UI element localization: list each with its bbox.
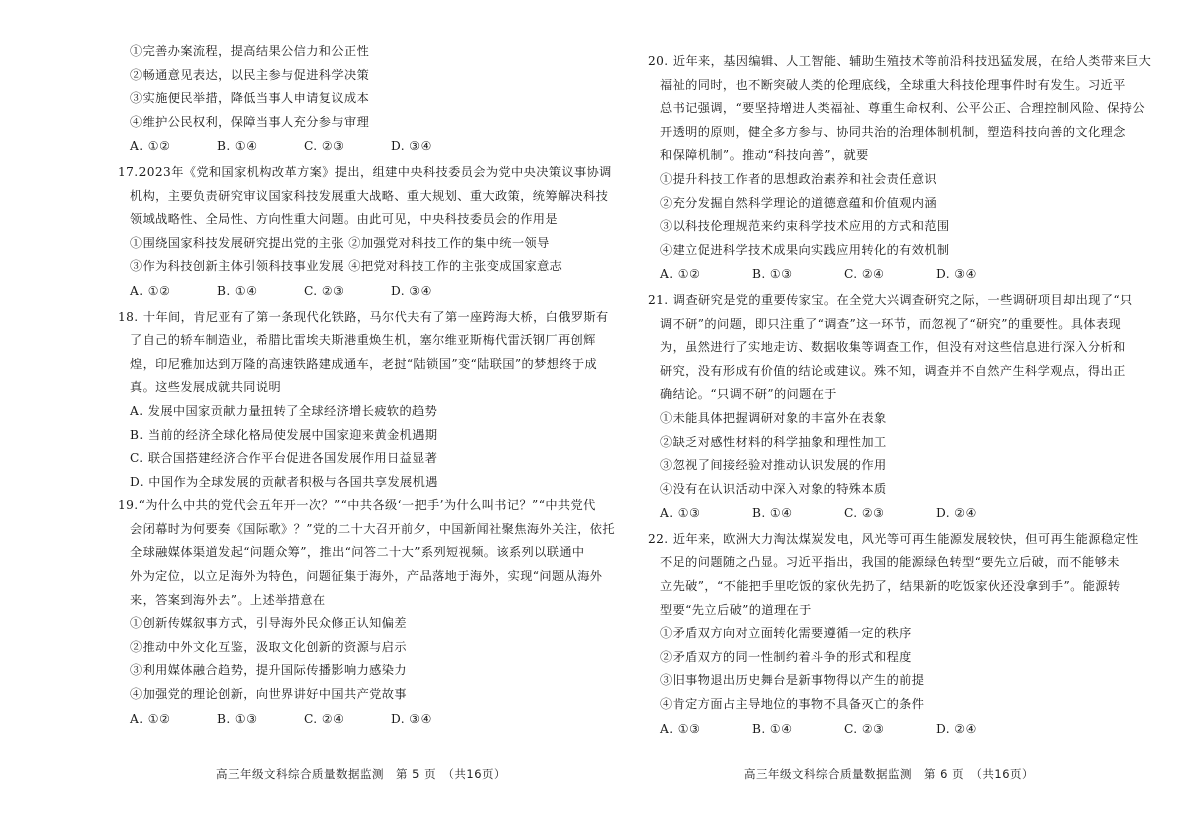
q21-option-1: ①未能具体把握调研对象的丰富外在表象 <box>660 410 887 425</box>
q20-option-3: ③以科技伦理规范来约束科学技术应用的方式和范围 <box>660 219 950 234</box>
q16-choice-a: A. ①② <box>130 139 171 154</box>
q19-option-4: ④加强党的理论创新，向世界讲好中国共产党故事 <box>130 687 407 702</box>
q20-option <box>648 239 1126 263</box>
q18-stem-line: 煌，印尼雅加达到万隆的高速铁路建成通车，老挝“陆锁国”变“陆联国”的梦想终于成 <box>130 356 598 371</box>
q17-option-1-2: ①围绕国家科技发展研究提出党的主张 ②加强党对科技工作的集中统一领导 <box>130 235 550 250</box>
q17-choice-c: C. ②③ <box>304 283 345 298</box>
q20-choices <box>648 263 1126 287</box>
q20-stem-line: 20. 近年来，基因编辑、人工智能、辅助生殖技术等前沿科技迅猛发展，在给人类带来巨大 <box>648 54 1152 68</box>
q16-option-3: ③实施便民举措，降低当事人申请复议成本 <box>130 91 370 106</box>
q21-option-2: ②缺乏对感性材料的科学抽象和理性加工 <box>660 434 887 449</box>
q18-option-a: A. 发展中国家贡献力量扭转了全球经济增长疲软的趋势 <box>130 403 438 418</box>
q22-choice-b: B. ①④ <box>752 721 793 736</box>
q20-option-2: ②充分发掘自然科学理论的道德意蕴和价值观内涵 <box>660 195 937 210</box>
q16-choice-d: D. ③④ <box>391 139 432 154</box>
q18-option-b: B. 当前的经济全球化格局使发展中国家迎来黄金机遇期 <box>130 427 438 442</box>
q21-choice-a: A. ①③ <box>660 506 701 521</box>
q17-choice-a: A. ①② <box>130 283 171 298</box>
q17-choice-b: B. ①④ <box>217 283 258 298</box>
q22-option <box>648 646 1126 670</box>
q21-option <box>648 431 1126 455</box>
q21-option <box>648 407 1126 431</box>
q22-option-2: ②矛盾双方的同一性制约着斗争的形式和程度 <box>660 649 912 664</box>
q20-choice-a: A. ①② <box>660 267 701 282</box>
q16-option-4: ④维护公民权利，保障当事人充分参与审理 <box>130 114 370 129</box>
q22-stem-line: 型要“先立后破”的道理在于 <box>660 602 812 617</box>
q17-stem-line: 机构，主要负责研究审议国家科技发展重大战略、重大规划、重大政策，统筹解决科技 <box>130 188 609 203</box>
q22-stem-line: 立先破”，“不能把手里吃饭的家伙先扔了，结果新的吃饭家伙还没拿到手”。能源转 <box>660 579 1121 594</box>
q20-stem-line: 总书记强调，“要坚持增进人类福祉、尊重生命权利、公平公正、合理控制风险、保持公 <box>660 101 1145 116</box>
q16-option-2: ②畅通意见表达，以民主参与促进科学决策 <box>130 67 370 82</box>
q19-choice-a: A. ①② <box>130 711 171 726</box>
q22-choices <box>648 718 1126 742</box>
q22-option <box>648 669 1126 693</box>
q16-choice-c: C. ②③ <box>304 139 345 154</box>
q22-stem-line: 22. 近年来，欧洲大力淘汰煤炭发电，风光等可再生能源发展较快，但可再生能源稳定性 <box>648 531 1139 546</box>
q19-stem-line: 来，答案到海外去”。上述举措意在 <box>130 592 326 607</box>
q20-option-4: ④建立促进科学技术成果向实践应用转化的有效机制 <box>660 242 950 257</box>
q22-option-1: ①矛盾双方向对立面转化需要遵循一定的秩序 <box>660 626 912 641</box>
q19-stem-line: 19.“为什么中共的党代会五年开一次？”“中共各级‘一把手’为什么叫书记？”“中共党代 <box>118 498 596 513</box>
q21-choices <box>648 502 1126 526</box>
q16-option-1: ①完善办案流程，提高结果公信力和公正性 <box>130 44 370 58</box>
q22-choice-a: A. ①③ <box>660 721 701 736</box>
q18-option-c: C. 联合国搭建经济合作平台促进各国发展作用日益显著 <box>130 451 438 466</box>
q19-stem-line: 外为定位，以立足海外为特色，问题征集于海外，产品落地于海外，实现“问题从海外 <box>130 569 603 584</box>
q20-stem-line: 开透明的原则，健全多方参与、协同共治的治理体制机制，塑造科技向善的文化理念 <box>660 124 1126 139</box>
q19-choice-d: D. ③④ <box>391 711 432 726</box>
q22-option-3: ③旧事物退出历史舞台是新事物得以产生的前提 <box>660 673 925 688</box>
q20-option <box>648 192 1126 216</box>
q19-stem-line: 会闭幕时为何要奏《国际歌》？”党的二十大召开前夕，中国新闻社聚焦海外关注，依托 <box>130 521 615 536</box>
q21-option <box>648 478 1126 502</box>
q17-choice-d: D. ③④ <box>391 283 432 298</box>
q20-stem-line: 和保障机制”。推动“科技向善”，就要 <box>660 148 869 163</box>
q21-option <box>648 454 1126 478</box>
question-21 <box>648 289 1133 526</box>
q22-option <box>648 693 1126 717</box>
q22-option <box>648 622 1126 646</box>
q21-stem-line: 确结论。“只调不研”的问题在于 <box>660 387 837 402</box>
q19-option-3: ③利用媒体融合趋势，提升国际传播影响力感染力 <box>130 663 407 678</box>
q20-option <box>648 168 1126 192</box>
question-20 <box>648 50 1152 287</box>
q21-choice-b: B. ①④ <box>752 506 793 521</box>
q18-stem-line: 18. 十年间，肯尼亚有了第一条现代化铁路，马尔代夫有了第一座跨海大桥，白俄罗斯有 <box>118 309 609 324</box>
q19-choice-b: B. ①③ <box>217 711 258 726</box>
q20-option <box>648 215 1126 239</box>
q19-option-2: ②推动中外文化互鉴，汲取文化创新的资源与启示 <box>130 639 407 654</box>
q21-option-4: ④没有在认识活动中深入对象的特殊本质 <box>660 481 887 496</box>
q18-option-d: D. 中国作为全球发展的贡献者积极与各国共享发展机遇 <box>130 474 438 489</box>
q21-stem-line: 21. 调查研究是党的重要传家宝。在全党大兴调查研究之际，一些调研项目却出现了“只 <box>648 292 1133 307</box>
q21-stem-line: 研究，没有形成有价值的结论或建议。殊不知，调查并不自然产生科学观点，得出正 <box>660 363 1126 378</box>
question-22 <box>648 528 1139 741</box>
q19-choice-c: C. ②④ <box>304 711 345 726</box>
q20-choice-c: C. ②④ <box>844 267 885 282</box>
q22-choice-c: C. ②③ <box>844 721 885 736</box>
q21-stem-line: 为，虽然进行了实地走访、数据收集等调查工作，但没有对这些信息进行深入分析和 <box>660 340 1126 355</box>
q18-stem-line: 真。这些发展成就共同说明 <box>130 380 282 395</box>
q22-choice-d: D. ②④ <box>936 721 977 736</box>
q20-choice-d: D. ③④ <box>936 267 977 282</box>
q21-option-3: ③忽视了间接经验对推动认识发展的作用 <box>660 458 887 473</box>
q17-stem-line: 领域战略性、全局性、方向性重大问题。由此可见，中央科技委员会的作用是 <box>130 212 558 227</box>
q21-choice-c: C. ②③ <box>844 506 885 521</box>
q19-stem-line: 全球融媒体渠道发起“问题众筹”，推出“问答二十大”系列短视频。该系列以联通中 <box>130 545 585 560</box>
q18-stem-line: 了自己的轿车制造业，希腊比雷埃夫斯港重焕生机，塞尔维亚斯梅代雷沃钢厂再创辉 <box>130 333 596 348</box>
right-column <box>648 50 1152 743</box>
q17-stem-line: 17.2023年《党和国家机构改革方案》提出，组建中央科技委员会为党中央决策议事协调 <box>118 164 612 179</box>
q22-option-4: ④肯定方面占主导地位的事物不具备灭亡的条件 <box>660 697 925 712</box>
page-footer-right: 高三年级文科综合质量数据监测 第 6 页 （共16页） <box>744 767 1035 781</box>
q21-choice-d: D. ②④ <box>936 506 977 521</box>
q22-stem-line: 不足的问题随之凸显。习近平指出，我国的能源绿色转型“要先立后破，而不能够未 <box>660 555 1120 570</box>
q16-choice-b: B. ①④ <box>217 139 258 154</box>
q20-choice-b: B. ①③ <box>752 267 793 282</box>
q20-option-1: ①提升科技工作者的思想政治素养和社会责任意识 <box>660 171 937 186</box>
q19-option-1: ①创新传媒叙事方式，引导海外民众修正认知偏差 <box>130 616 407 631</box>
q21-stem-line: 调不研”的问题，即只注重了“调查”这一环节，而忽视了“研究”的重要性。具体表现 <box>660 316 1122 331</box>
q17-option-3-4: ③作为科技创新主体引领科技事业发展 ④把党对科技工作的主张变成国家意志 <box>130 259 563 274</box>
q20-stem-line: 福祉的同时，也不断突破人类的伦理底线，全球重大科技伦理事件时有发生。习近平 <box>660 77 1126 92</box>
page-footer-left: 高三年级文科综合质量数据监测 第 5 页 （共16页） <box>216 767 507 781</box>
